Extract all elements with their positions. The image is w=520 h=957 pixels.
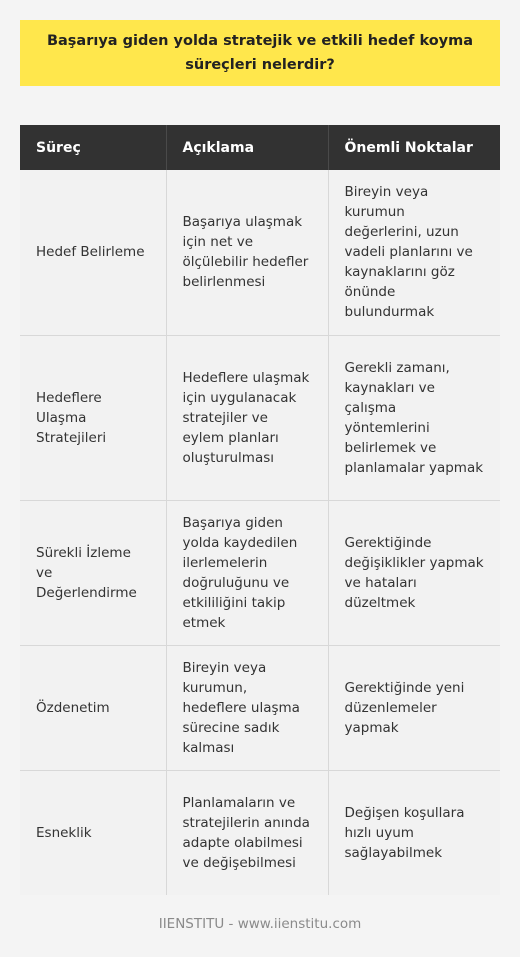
table-cell-process: Hedef Belirleme bbox=[20, 170, 166, 335]
table-cell-description: Bireyin veya kurumun, hedeflere ulaşma sürecine sadık kalması bbox=[166, 645, 328, 770]
title-banner bbox=[20, 20, 500, 86]
header-surec: Süreç bbox=[20, 125, 166, 170]
table-row bbox=[20, 170, 500, 335]
header-aciklama: Açıklama bbox=[166, 125, 328, 170]
table-row bbox=[20, 500, 500, 645]
footer-credit: IIENSTITU - www.iienstitu.com bbox=[158, 916, 362, 932]
table-cell-process: Esneklik bbox=[20, 770, 166, 895]
table-cell-key-points: Gerektiğinde değişiklikler yapmak ve hataları düzeltmek bbox=[328, 500, 500, 645]
table-cell-description: Başarıya ulaşmak için net ve ölçülebilir hedefler belirlenmesi bbox=[166, 170, 328, 335]
table-header-row bbox=[20, 125, 500, 170]
table-cell-key-points: Değişen koşullara hızlı uyum sağlayabilmek bbox=[328, 770, 500, 895]
table-cell-description: Planlamaların ve stratejilerin anında adapte olabilmesi ve değişebilmesi bbox=[166, 770, 328, 895]
table-cell-key-points: Gerekli zamanı, kaynakları ve çalışma yöntemlerini belirlemek ve planlamalar yapmak bbox=[328, 335, 500, 500]
table-cell-description: Başarıya giden yolda kaydedilen ilerlemelerin doğruluğunu ve etkililiğini takip etmek bbox=[166, 500, 328, 645]
table-cell-description: Hedeflere ulaşmak için uygulanacak stratejiler ve eylem planları oluşturulması bbox=[166, 335, 328, 500]
table-cell-key-points: Gerektiğinde yeni düzenlemeler yapmak bbox=[328, 645, 500, 770]
table-cell-process: Özdenetim bbox=[20, 645, 166, 770]
process-table bbox=[20, 125, 500, 895]
table-row bbox=[20, 645, 500, 770]
header-onemli-noktalar: Önemli Noktalar bbox=[328, 125, 500, 170]
page-title: Başarıya giden yolda stratejik ve etkili hedef koyma süreçleri nelerdir? bbox=[46, 33, 474, 73]
table-row bbox=[20, 335, 500, 500]
table-cell-key-points: Bireyin veya kurumun değerlerini, uzun vadeli planlarını ve kaynaklarını göz önünde bulundurmak bbox=[328, 170, 500, 335]
table-row bbox=[20, 770, 500, 895]
table-cell-process: Sürekli İzleme ve Değerlendirme bbox=[20, 500, 166, 645]
table-cell-process: Hedeflere Ulaşma Stratejileri bbox=[20, 335, 166, 500]
